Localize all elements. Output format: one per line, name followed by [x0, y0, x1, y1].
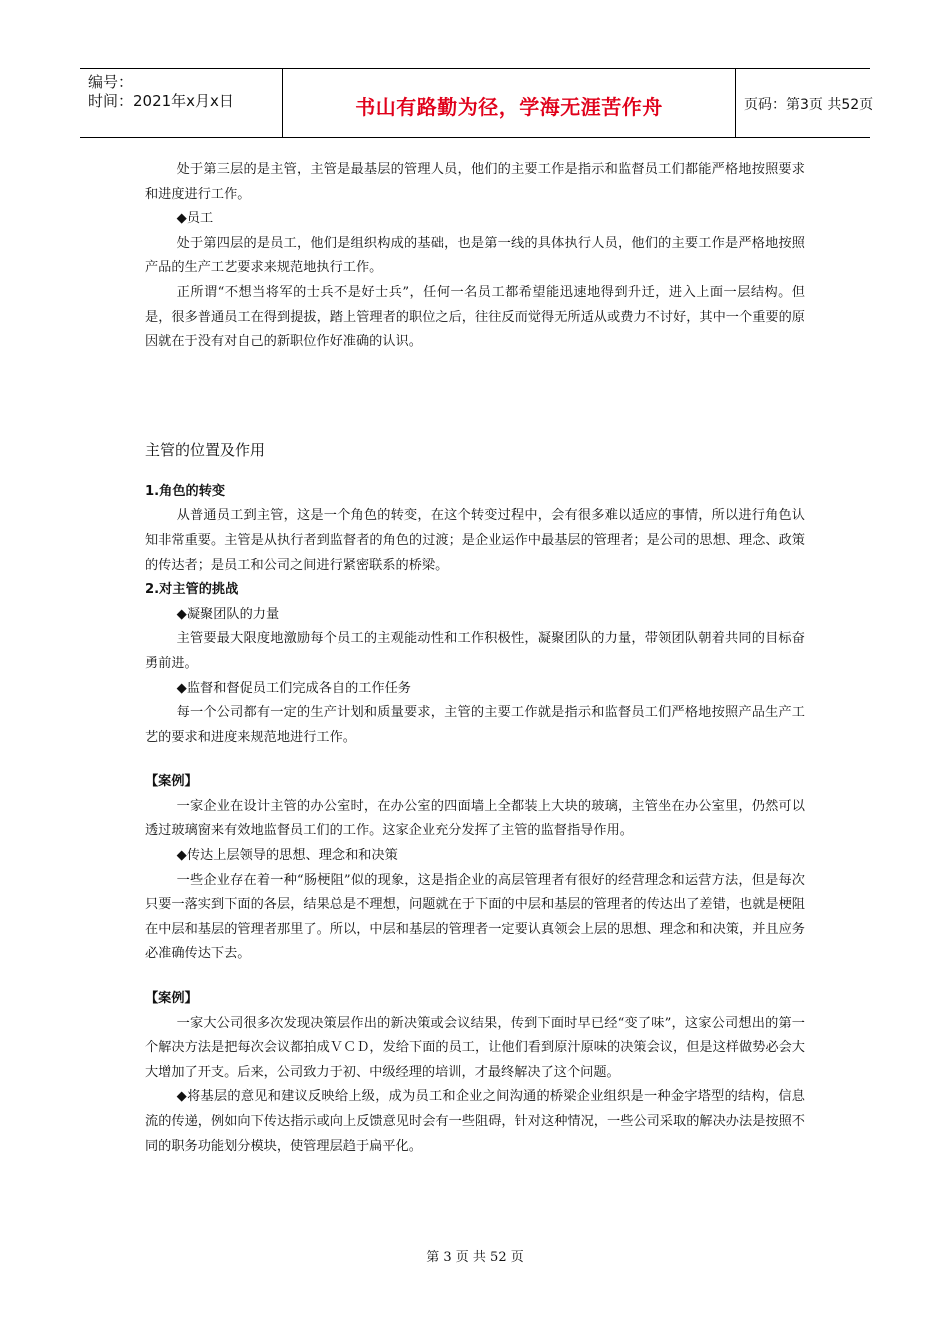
paragraph: 每一个公司都有一定的生产计划和质量要求，主管的主要工作就是指示和监督员工们严格地按照产品生产工艺的要求和进度来规范地进行工作。: [145, 705, 805, 745]
page-footer: 第 3 页 共 52 页: [426, 1250, 524, 1265]
header-motto: 书山有路勤为径，学海无涯苦作舟: [355, 95, 663, 119]
paragraph: 一家大公司很多次发现决策层作出的新决策或会议结果，传到下面时早已经“变了味”，这家公司想出的第一个解决方法是把每次会议都拍成ＶＣＤ，发给下面的员工，让他们看到原汁原味的决策会议，但是这样做势必会大大增加了开支。后来，公司致力于初、中级经理的培训，才最终解决了这个问题。: [145, 1015, 805, 1080]
paragraph: 处于第四层的是员工，他们是组织构成的基础，也是第一线的具体执行人员，他们的主要工作是严格地按照产品的生产工艺要求来规范地执行工作。: [145, 235, 805, 276]
case-label: 【案例】: [145, 774, 198, 790]
paragraph: 主管要最大限度地激励每个员工的主观能动性和工作积极性，凝聚团队的力量，带领团队朝着共同的目标奋勇前进。: [145, 631, 805, 671]
subsection-title: 1.角色的转变: [145, 483, 226, 499]
paragraph: ◆将基层的意见和建议反映给上级，成为员工和企业之间沟通的桥梁企业组织是一种金字塔型的结构，信息流的传递，例如向下传达指示或向上反馈意见时会有一些阻碍，针对这种情况，一些公司采取的解决办法是按照不同的职务功能划分模块，使管理层趋于扁平化。: [145, 1089, 805, 1154]
paragraph: 处于第三层的是主管，主管是最基层的管理人员，他们的主要工作是指示和监督员工们都能严格地按照要求和进度进行工作。: [145, 162, 805, 202]
document-body: [145, 158, 805, 1159]
subsection-title: 2.对主管的挑战: [145, 582, 239, 598]
bullet-item: ◆员工: [176, 211, 214, 227]
bullet-item: ◆传达上层领导的思想、理念和和决策: [176, 848, 398, 864]
document-number-label: 编号：: [88, 73, 134, 91]
header-motto-cell: [283, 69, 736, 137]
case-label: 【案例】: [145, 991, 198, 1007]
section-title: 主管的位置及作用: [145, 440, 266, 459]
paragraph: 一家企业在设计主管的办公室时，在办公室的四面墙上全都装上大块的玻璃，主管坐在办公室里，仍然可以透过玻璃窗来有效地监督员工们的工作。这家企业充分发挥了主管的监督指导作用。: [145, 798, 805, 839]
header-page-info: 页码：第3页 共52页: [744, 97, 874, 113]
paragraph: 一些企业存在着一种“肠梗阻”似的现象，这是指企业的高层管理者有很好的经营理念和运营方法，但是每次只要一落实到下面的各层，结果总是不理想，问题就在于下面的中层和基层的管理者的传达出了差错，也就是梗阻在中层和基层的管理者那里了。所以，中层和基层的管理者一定要认真领会上层的思想、理念和和决策，并且应务必准确传达下去。: [145, 872, 805, 962]
document-date: 时间：2021年x月x日: [88, 92, 234, 110]
bullet-item: ◆监督和督促员工们完成各自的工作任务: [176, 680, 411, 696]
paragraph: 正所谓“不想当将军的士兵不是好士兵”，任何一名员工都希望能迅速地得到升迁，进入上面一层结构。但是，很多普通员工在得到提拔，踏上管理者的职位之后，往往反而觉得无所适从或费力不讨好，其中一个重要的原因就在于没有对自己的新职位作好准确的认识。: [145, 284, 805, 350]
paragraph: 从普通员工到主管，这是一个角色的转变，在这个转变过程中，会有很多难以适应的事情，所以进行角色认知非常重要。主管是从执行者到监督者的角色的过渡；是企业运作中最基层的管理者；是公司的思想、理念、政策的传达者；是员工和公司之间进行紧密联系的桥梁。: [145, 508, 805, 573]
page-header: [80, 68, 874, 138]
bullet-item: ◆凝聚团队的力量: [176, 606, 280, 622]
header-page-cell: [736, 69, 874, 137]
header-meta-cell: [80, 69, 283, 137]
